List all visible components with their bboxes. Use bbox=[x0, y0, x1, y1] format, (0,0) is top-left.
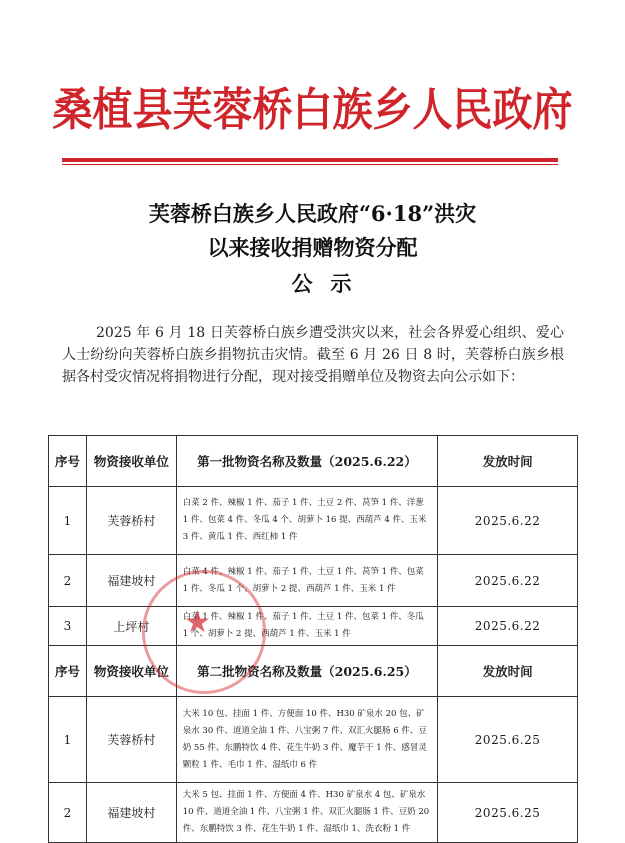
row-items: 白菜 1 件、辣椒 1 件、茄子 1 件、土豆 1 件、包菜 1 件、冬瓜 1 个、胡萝卜 2 提、西葫芦 1 件、玉米 1 件 bbox=[176, 607, 437, 646]
intro-paragraph: 2025 年 6 月 18 日芙蓉桥白族乡遭受洪灾以来，社会各界爱心组织、爱心人士纷纷向芙蓉桥白族乡捐物抗击灾情。截至 6 月 26 日 8 时，芙蓉桥白族乡根据各村受灾情况将捐物进行分配，现对接受捐赠单位及物资去向公示如下： bbox=[62, 325, 564, 385]
table-row bbox=[49, 555, 578, 607]
col-header-date: 发放时间 bbox=[438, 436, 578, 487]
row-no: 2 bbox=[49, 783, 87, 843]
row-no: 1 bbox=[49, 487, 87, 555]
col-header-date: 发放时间 bbox=[438, 646, 578, 697]
donation-distribution-table bbox=[48, 435, 578, 843]
row-unit: 福建坡村 bbox=[86, 555, 176, 607]
row-no: 2 bbox=[49, 555, 87, 607]
col-header-no: 序号 bbox=[49, 436, 87, 487]
table-row bbox=[49, 697, 578, 783]
notice-title-line2: 以来接收捐赠物资分配 bbox=[207, 235, 418, 260]
row-items: 大米 10 包、挂面 1 件、方便面 10 件、H30 矿泉水 20 包、矿泉水 30 件、道道全油 1 件、八宝粥 7 件、双汇火腿肠 6 件、豆奶 55 件、东鹏特饮 4 件、花生牛奶 3 件、魔芋干 1 件、感冒灵颗粒 1 件、毛巾 1 件、湿纸巾 6 件 bbox=[176, 697, 437, 783]
table-row bbox=[49, 487, 578, 555]
row-unit: 芙蓉桥村 bbox=[86, 487, 176, 555]
row-date: 2025.6.25 bbox=[438, 697, 578, 783]
row-no: 3 bbox=[49, 607, 87, 646]
seal-star-icon: ★ bbox=[184, 605, 211, 640]
issuing-org-header: 桑植县芙蓉桥白族乡人民政府 bbox=[52, 83, 573, 137]
row-unit: 芙蓉桥村 bbox=[86, 697, 176, 783]
row-date: 2025.6.22 bbox=[438, 487, 578, 555]
row-date: 2025.6.25 bbox=[438, 783, 578, 843]
table-header-row-batch2 bbox=[49, 646, 578, 697]
notice-title-line3: 公示 bbox=[291, 271, 370, 296]
notice-title-line1: 芙蓉桥白族乡人民政府“6·18”洪灾 bbox=[148, 201, 477, 226]
header-divider-line bbox=[62, 158, 558, 162]
row-items: 大米 5 包、挂面 1 件、方便面 4 件、H30 矿泉水 4 包、矿泉水 10 件、道道全油 1 件、八宝粥 1 件、双汇火腿肠 1 件、豆奶 20 件、东鹏特饮 3 件、花生牛奶 1 件、湿纸巾 1、洗衣粉 1 件 bbox=[176, 783, 437, 843]
row-items: 白菜 2 件、辣椒 1 件、茄子 1 件、土豆 2 件、莴笋 1 件、洋葱 1 件、包菜 4 件、冬瓜 4 个、胡萝卜 16 提、西葫芦 4 件、玉米 3 件、黄瓜 1 件、西红柿 1 件 bbox=[176, 487, 437, 555]
col-header-items: 第一批物资名称及数量（2025.6.22） bbox=[176, 436, 437, 487]
header-divider-line-thin bbox=[62, 164, 558, 165]
row-date: 2025.6.22 bbox=[438, 607, 578, 646]
row-no: 1 bbox=[49, 697, 87, 783]
row-items: 白菜 4 件、辣椒 1 件、茄子 1 件、土豆 1 件、莴笋 1 件、包菜 1 件、冬瓜 1 个、胡萝卜 2 提、西葫芦 1 件、玉米 1 件 bbox=[176, 555, 437, 607]
col-header-unit: 物资接收单位 bbox=[86, 436, 176, 487]
table-header-row-batch1 bbox=[49, 436, 578, 487]
table-row bbox=[49, 607, 578, 646]
table-row bbox=[49, 783, 578, 843]
col-header-no: 序号 bbox=[49, 646, 87, 697]
row-unit: 上坪村 bbox=[86, 607, 176, 646]
row-date: 2025.6.22 bbox=[438, 555, 578, 607]
row-unit: 福建坡村 bbox=[86, 783, 176, 843]
col-header-items: 第二批物资名称及数量（2025.6.25） bbox=[176, 646, 437, 697]
col-header-unit: 物资接收单位 bbox=[86, 646, 176, 697]
